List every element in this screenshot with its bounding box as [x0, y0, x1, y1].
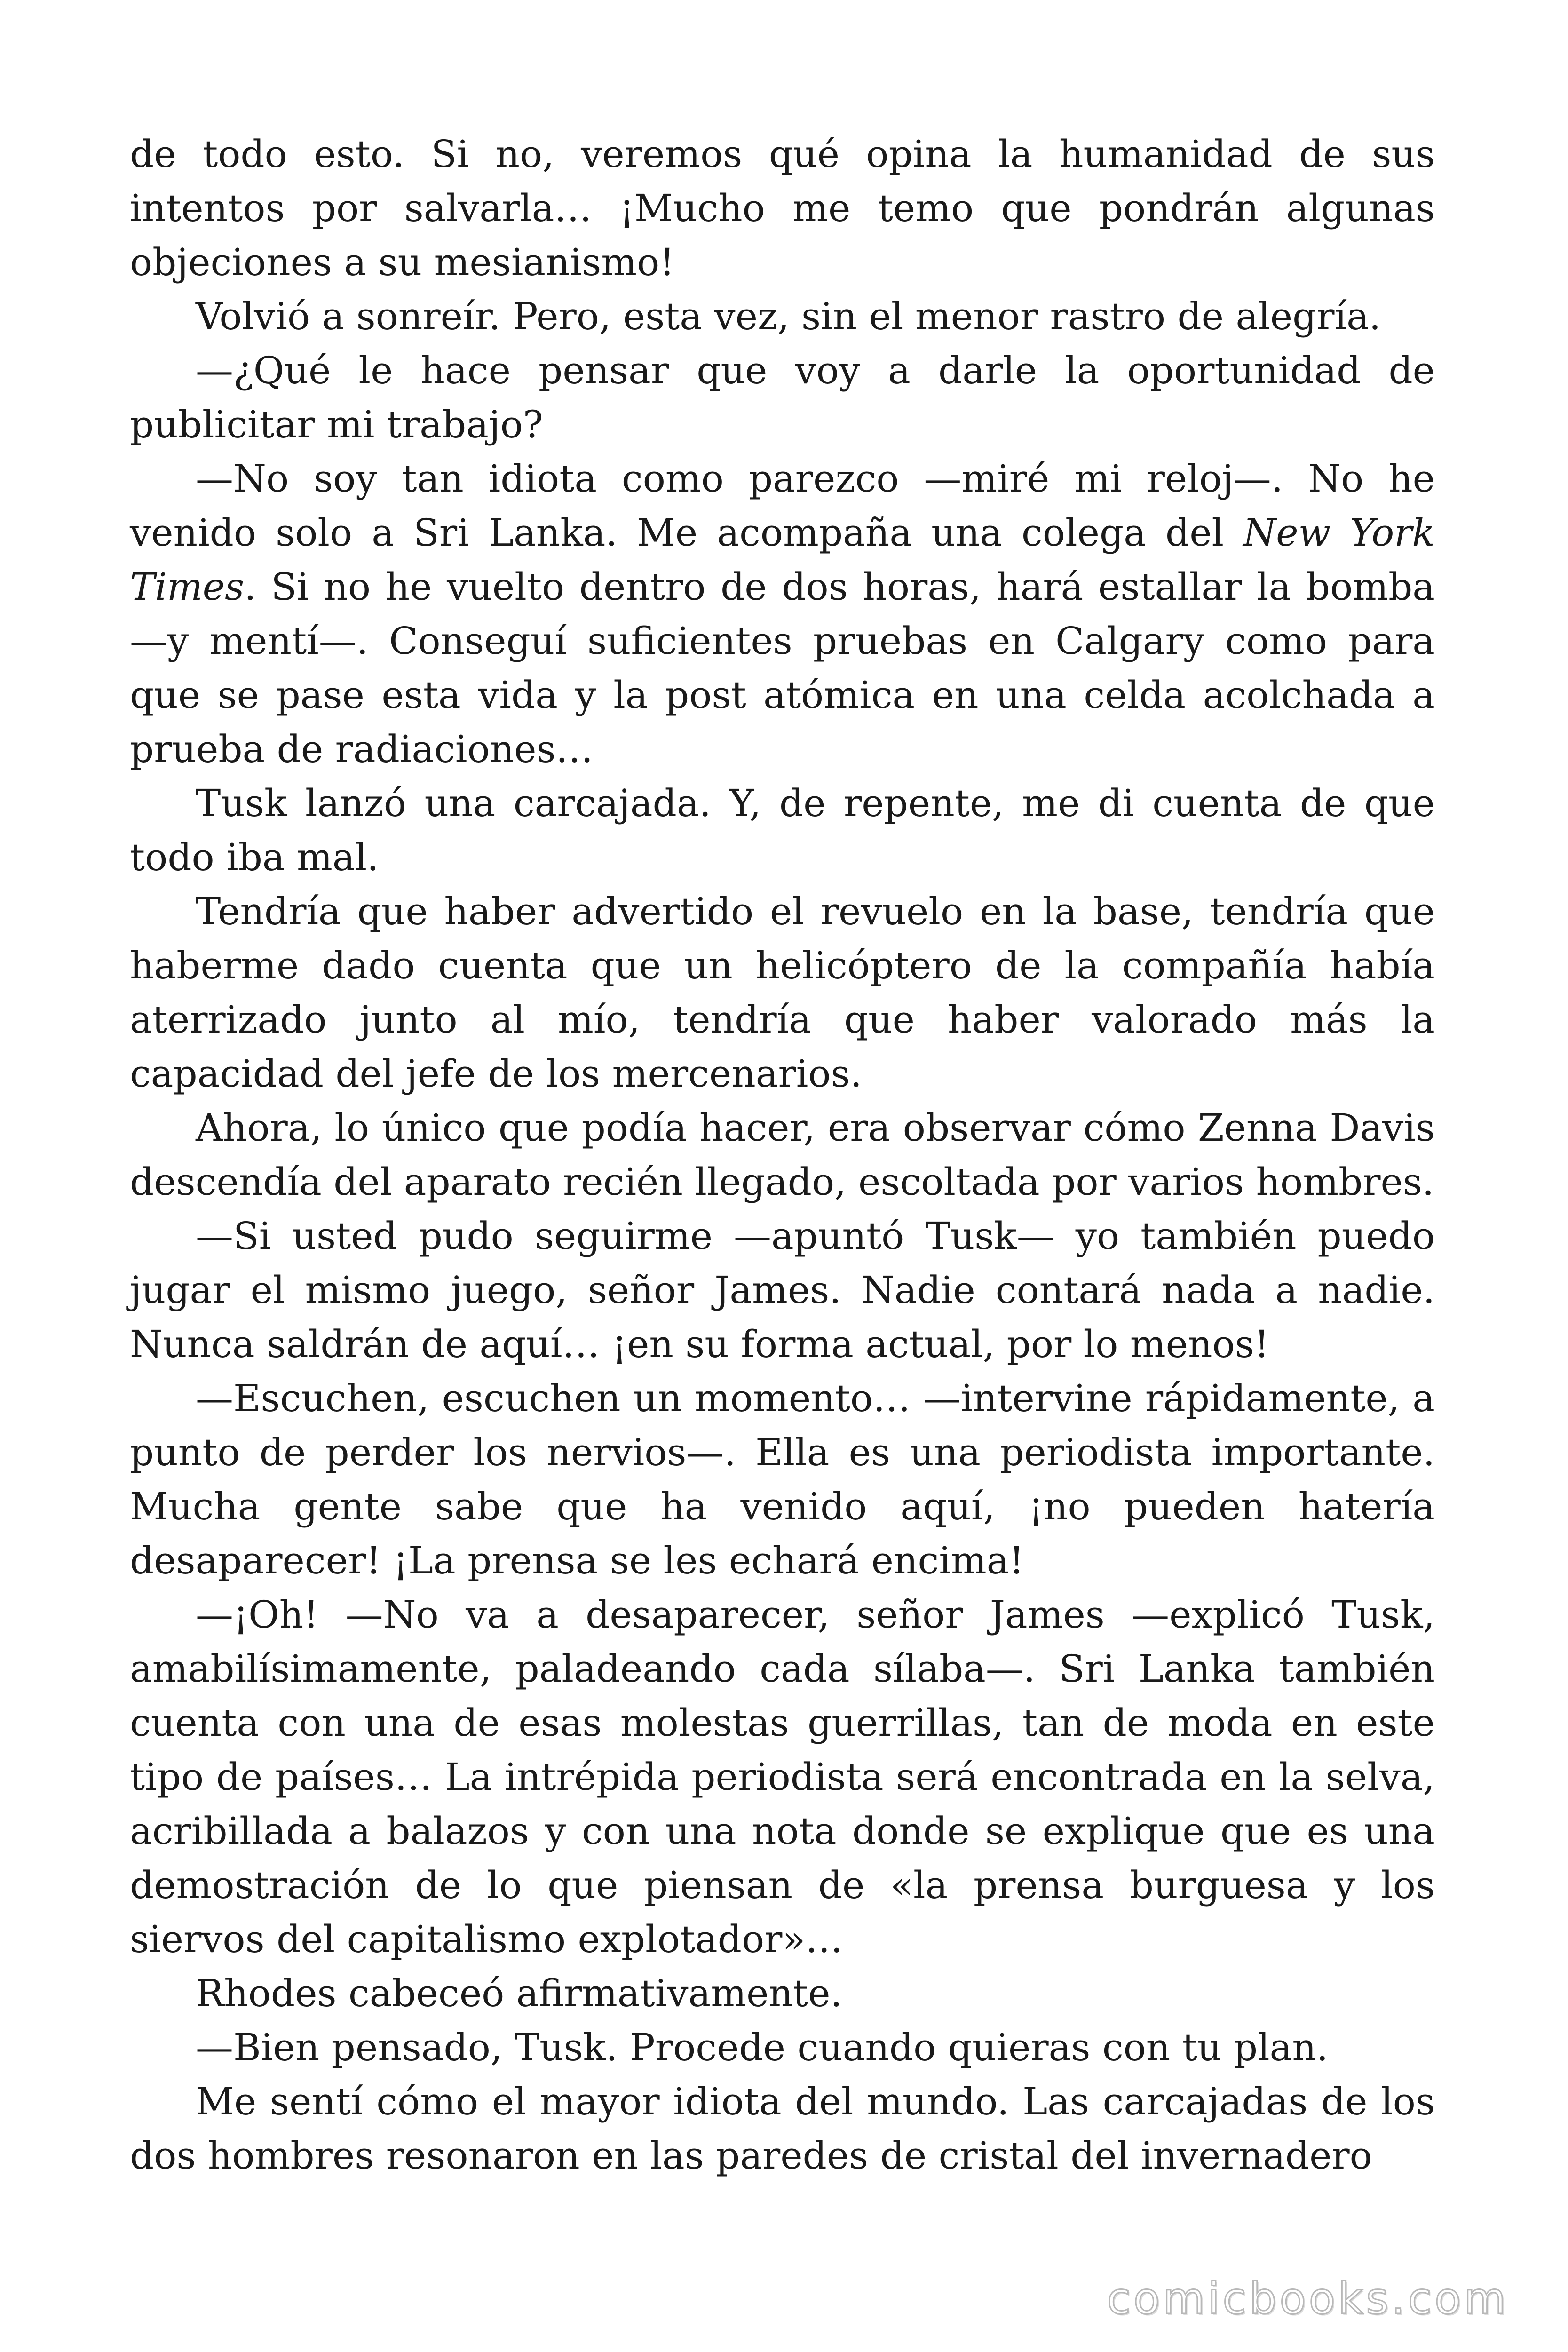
- paragraph: Me sentí cómo el mayor idiota del mundo. Las carcajadas de los dos hombres resonaron en las paredes de cristal del invernadero: [130, 2080, 1435, 2177]
- paragraph: Tusk lanzó una carcajada. Y, de repente, me di cuenta de que todo iba mal.: [130, 781, 1435, 879]
- paragraph-with-italic: [130, 452, 1435, 776]
- page-body: [130, 127, 1435, 2183]
- paragraph: Tendría que haber advertido el revuelo en la base, tendría que haberme dado cuenta que un helicóptero de la compañía había aterrizado junto al mío, tendría que haber valorado más la capacidad del jefe de los mercenarios.: [130, 890, 1435, 1096]
- paragraph: —¿Qué le hace pensar que voy a darle la oportunidad de publicitar mi trabajo?: [130, 349, 1435, 446]
- paragraph: —¡Oh! —No va a desaparecer, señor James —explicó Tusk, amabilísimamente, paladeando cada sílaba—. Sri Lanka también cuenta con una de esas molestas guerrillas, tan de moda en este tipo de países… La intrépida periodista será encontrada en la selva, acribillada a balazos y con una nota donde se explique que es una demostración de lo que piensan de «la prensa burguesa y los siervos del capitalismo explotador»…: [130, 1593, 1435, 1961]
- paragraph: —Bien pensado, Tusk. Procede cuando quieras con tu plan.: [196, 2026, 1329, 2069]
- paragraph: —Si usted pudo seguirme —apuntó Tusk— yo también puedo jugar el mismo juego, señor James. Nadie contará nada a nadie. Nunca saldrán de aquí… ¡en su forma actual, por lo menos!: [130, 1214, 1435, 1366]
- newspaper-title: New York Times: [130, 511, 1435, 609]
- paragraph: Ahora, lo único que podía hacer, era observar cómo Zenna Davis descendía del aparato recién llegado, escoltada por varios hombres.: [130, 1106, 1435, 1204]
- paragraph-segment: . Si no he vuelto dentro de dos horas, hará estallar la bomba —y mentí—. Conseguí suficientes pruebas en Calgary como para que se pase esta vida y la post atómica en una celda acolchada a prueba de radiaciones…: [130, 565, 1435, 771]
- paragraph: —Escuchen, escuchen un momento… —intervine rápidamente, a punto de perder los nervios—. Ella es una periodista importante. Mucha gente sabe que ha venido aquí, ¡no pueden hatería desaparecer! ¡La prensa se les echará encima!: [130, 1376, 1435, 1582]
- paragraph: de todo esto. Si no, veremos qué opina la humanidad de sus intentos por salvarla… ¡Mucho me temo que pondrán algunas objeciones a su mesianismo!: [130, 132, 1435, 284]
- paragraph-segment: —No soy tan idiota como parezco —miré mi reloj—. No he venido solo a Sri Lanka. Me acompaña una colega del: [130, 457, 1435, 555]
- site-watermark: comicbooks.com: [1107, 2273, 1509, 2324]
- paragraph: Volvió a sonreír. Pero, esta vez, sin el menor rastro de alegría.: [196, 294, 1381, 338]
- paragraph: Rhodes cabeceó afirmativamente.: [196, 1971, 842, 2015]
